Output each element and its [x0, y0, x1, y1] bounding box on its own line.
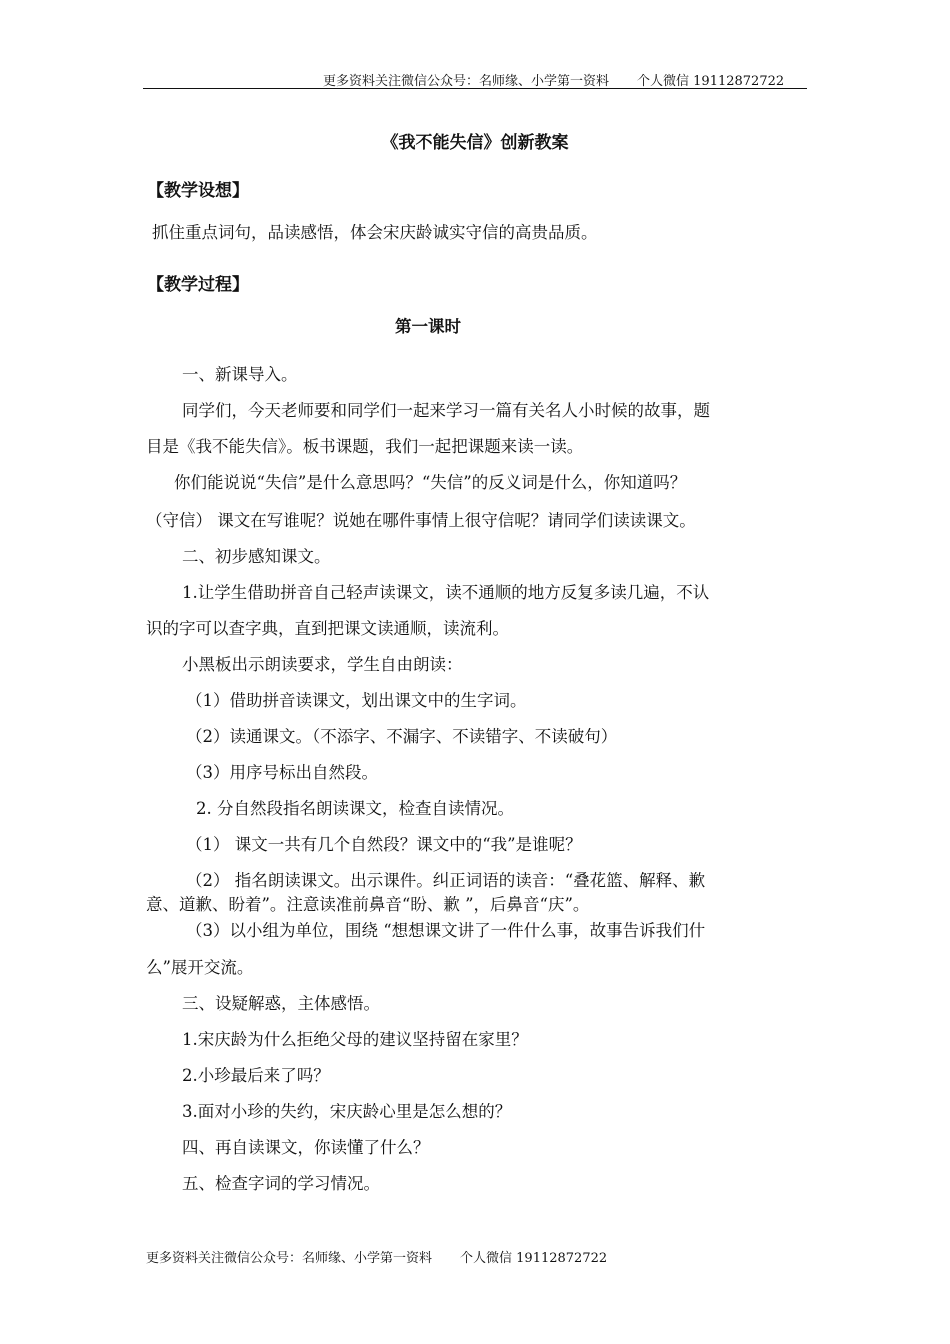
paragraph-line: （2） 指名朗读课文。出示课件。纠正词语的读音：“叠花篮、解释、歉 [186, 871, 706, 890]
paragraph-line: 四、再自读课文，你读懂了什么？ [182, 1138, 430, 1157]
paragraph-line: （2）读通课文。（不添字、不漏字、不读错字、不读破句） [186, 727, 618, 746]
document-title: 《我不能失信》创新教案 [381, 133, 569, 153]
paragraph-line: 2. 分自然段指名朗读课文，检查自读情况。 [196, 799, 514, 818]
paragraph-line: （守信） 课文在写谁呢？说她在哪件事情上很守信呢？请同学们读读课文。 [146, 511, 696, 530]
paragraph-line: 三、设疑解惑，主体感悟。 [182, 994, 380, 1013]
footer-source-text: 更多资料关注微信公众号：名师缘、小学第一资料 [146, 1251, 433, 1266]
paragraph-line: 么”展开交流。 [146, 958, 254, 977]
footer-contact-text: 个人微信 19112872722 [460, 1251, 608, 1266]
teaching-idea-heading: 【教学设想】 [147, 181, 249, 201]
paragraph-line: （1） 课文一共有几个自然段？课文中的“我”是谁呢？ [186, 835, 582, 854]
header-contact-text: 个人微信 19112872722 [637, 74, 785, 89]
paragraph-line: （3）用序号标出自然段。 [186, 763, 378, 782]
page-footer [146, 1247, 607, 1266]
paragraph-line: 1.宋庆龄为什么拒绝父母的建议坚持留在家里？ [182, 1030, 528, 1049]
header-source-text: 更多资料关注微信公众号：名师缘、小学第一资料 [323, 74, 610, 89]
paragraph-line: 2.小珍最后来了吗？ [182, 1066, 330, 1085]
teaching-process-heading: 【教学过程】 [147, 275, 249, 295]
paragraph-line: 你们能说说“失信”是什么意思吗？“失信”的反义词是什么，你知道吗？ [174, 473, 687, 492]
paragraph-line: 小黑板出示朗读要求，学生自由朗读： [182, 655, 463, 674]
paragraph-line: 识的字可以查字典，直到把课文读通顺，读流利。 [146, 619, 509, 638]
page-header [323, 70, 784, 89]
paragraph-line: （3）以小组为单位，围绕 “想想课文讲了一件什么事，故事告诉我们什 [186, 921, 706, 940]
paragraph-line: 意、道歉、盼着”。注意读准前鼻音“盼、歉 ”，后鼻音“庆”。 [146, 895, 590, 914]
paragraph-line: 五、检查字词的学习情况。 [182, 1174, 380, 1193]
paragraph-line: 一、新课导入。 [182, 365, 298, 384]
paragraph-line: （1）借助拼音读课文，划出课文中的生字词。 [186, 691, 527, 710]
teaching-idea-text: 抓住重点词句，品读感悟，体会宋庆龄诚实守信的高贵品质。 [152, 223, 598, 242]
lesson-heading: 第一课时 [395, 317, 461, 336]
paragraph-line: 二、初步感知课文。 [182, 547, 331, 566]
header-rule [143, 88, 807, 89]
paragraph-line: 1.让学生借助拼音自己轻声读课文，读不通顺的地方反复多读几遍，不认 [182, 583, 710, 602]
paragraph-line: 3.面对小珍的失约，宋庆龄心里是怎么想的？ [182, 1102, 512, 1121]
paragraph-line: 目是《我不能失信》。板书课题，我们一起把课题来读一读。 [146, 437, 584, 456]
paragraph-line: 同学们，今天老师要和同学们一起来学习一篇有关名人小时候的故事，题 [182, 401, 710, 420]
